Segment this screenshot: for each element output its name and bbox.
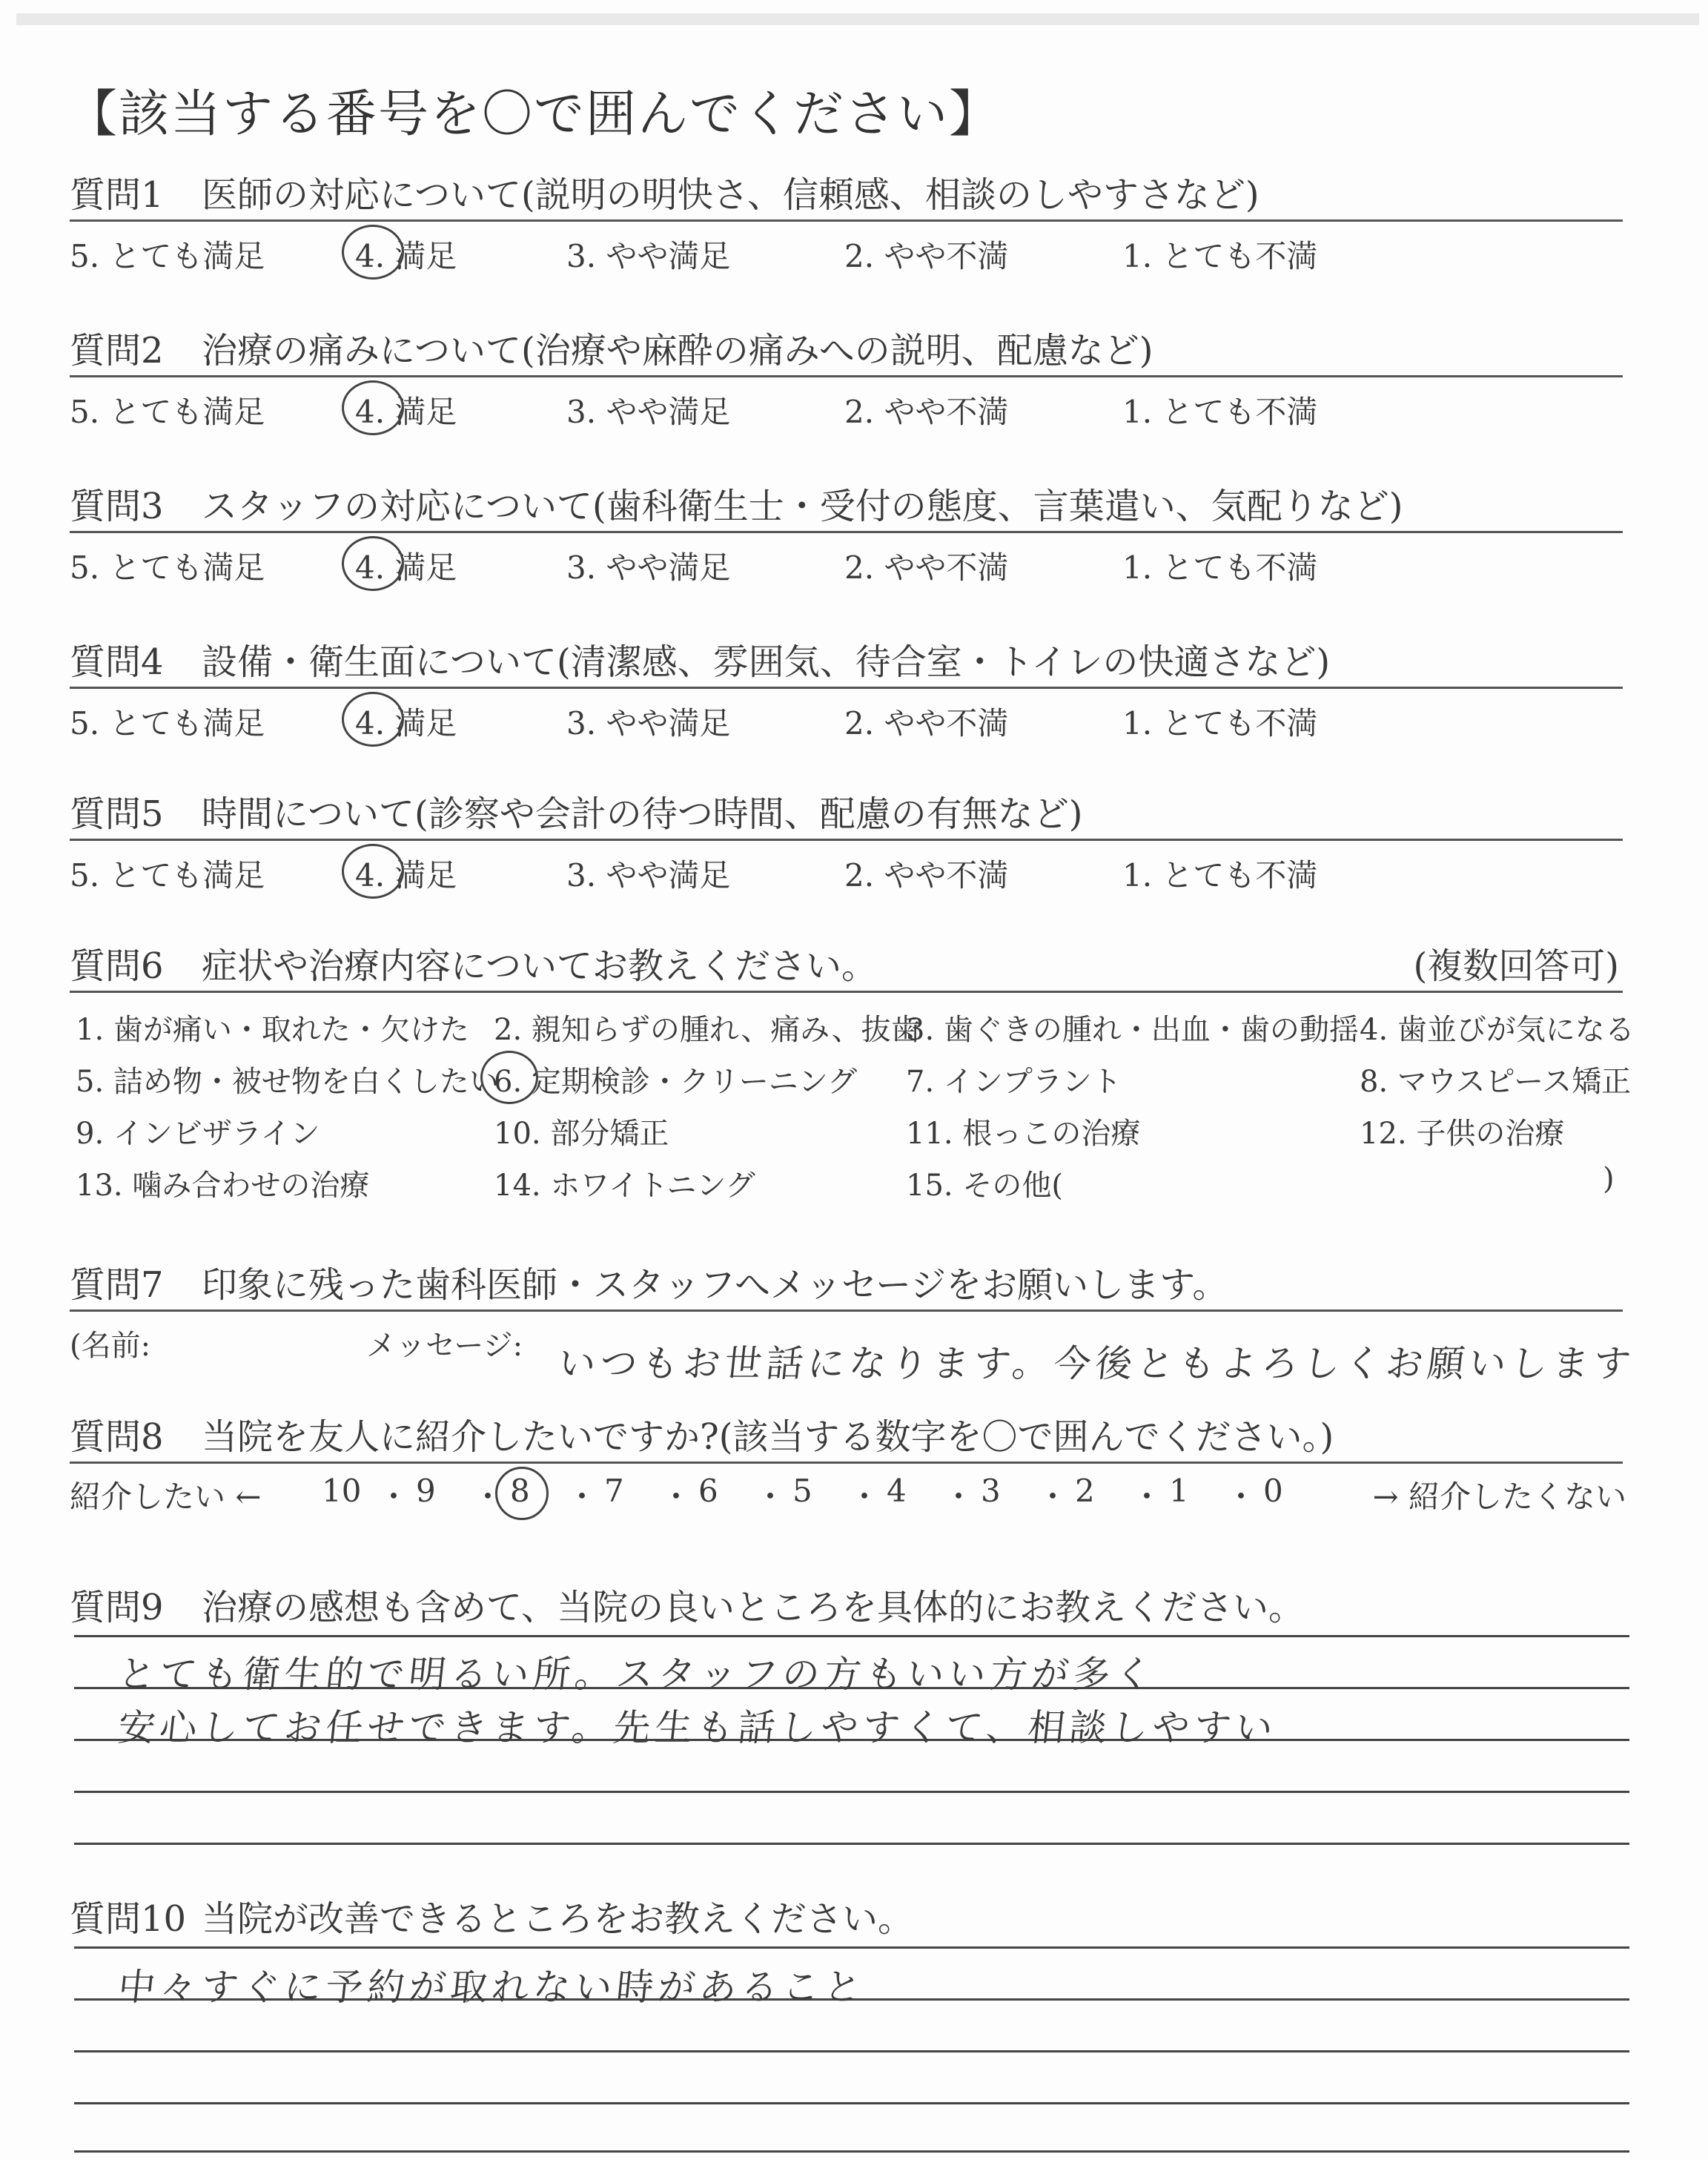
question-2 <box>70 326 1626 429</box>
rating-option[interactable]: 4. 満足 <box>355 238 457 274</box>
question-text: 印象に残った歯科医師・スタッフへメッセージをお願いします。 <box>202 1264 1228 1306</box>
question-number: 質問4 <box>70 641 164 683</box>
rating-option[interactable]: 1. とても不満 <box>1122 394 1318 430</box>
rating-option[interactable]: 2. やや不満 <box>844 857 1009 894</box>
rating-option[interactable]: 2. やや不満 <box>844 394 1009 430</box>
answer-line <box>74 1946 1629 1949</box>
scale-value[interactable]: 4 <box>887 1473 907 1509</box>
rating-option[interactable]: 3. やや満足 <box>566 549 731 586</box>
q6-option[interactable]: 12. 子供の治療 <box>1360 1117 1565 1151</box>
question-number: 質問2 <box>70 330 164 371</box>
selection-circle <box>495 1467 549 1520</box>
question-number: 質問5 <box>70 793 164 835</box>
q6-option[interactable]: 7. インプラント <box>906 1065 1122 1099</box>
q6-option[interactable]: 11. 根っこの治療 <box>906 1117 1141 1151</box>
question-5 <box>70 790 1626 893</box>
rating-option[interactable]: 5. とても満足 <box>70 394 265 430</box>
question-7 <box>70 1261 1638 1386</box>
rating-option[interactable]: 1. とても不満 <box>1122 857 1318 894</box>
q6-option: ) <box>1603 1162 1615 1196</box>
rating-option[interactable]: 2. やや不満 <box>844 238 1009 274</box>
handwritten-answer-line-1: 中々すぐに予約が取れない時があること <box>116 1966 868 2009</box>
selection-circle <box>342 692 404 747</box>
question-text: 時間について(診察や会計の待つ時間、配慮の有無など) <box>202 793 1083 835</box>
rating-option[interactable]: 4. 満足 <box>355 394 457 430</box>
rating-options <box>70 533 1626 585</box>
q6-option[interactable]: 10. 部分矯正 <box>494 1117 669 1151</box>
recommend-scale <box>70 1464 1626 1523</box>
handwritten-answer-line-1: とても衛生的で明るい所。スタッフの方もいい方が多く <box>116 1653 1159 1696</box>
q6-option[interactable]: 9. インビザライン <box>76 1117 320 1151</box>
message-label: メッセージ: <box>366 1329 523 1363</box>
answer-line <box>74 1843 1629 1845</box>
question-number: 質問9 <box>70 1587 164 1628</box>
selection-circle <box>342 225 404 280</box>
multiple-answer-note: (複数回答可) <box>1413 945 1619 987</box>
handwritten-message: いつもお世話になります。今後ともよろしくお願いします <box>556 1342 1638 1385</box>
scale-value[interactable]: 7 <box>604 1473 624 1509</box>
question-text: 治療の感想も含めて、当院の良いところを具体的にお教えください。 <box>202 1587 1305 1628</box>
question-text: 設備・衛生面について(清潔感、雰囲気、待合室・トイレの快適さなど) <box>202 641 1331 683</box>
question-text: スタッフの対応について(歯科衛生士・受付の態度、言葉遣い、気配りなど) <box>202 486 1403 527</box>
scale-separator: ・ <box>661 1479 692 1515</box>
name-label: (名前: <box>70 1329 151 1363</box>
question-6 <box>70 942 1635 1208</box>
rating-option[interactable]: 5. とても満足 <box>70 857 265 894</box>
question-text: 医師の対応について(説明の明快さ、信頼感、相談のしやすさなど) <box>202 174 1260 216</box>
scale-separator: ・ <box>849 1479 881 1515</box>
rating-options <box>70 377 1626 429</box>
question-8 <box>70 1413 1626 1523</box>
question-text: 治療の痛みについて(治療や麻酔の痛みへの説明、配慮など) <box>202 330 1153 371</box>
scale-right-label: → 紹介したくない <box>1372 1479 1626 1515</box>
q6-option[interactable]: 4. 歯並びが気になる <box>1360 1013 1635 1047</box>
question-text: 当院を友人に紹介したいですか?(該当する数字を〇で囲んでください。) <box>202 1416 1334 1458</box>
rating-option[interactable]: 3. やや満足 <box>566 394 731 430</box>
handwritten-answer-line-2: 安心してお任せできます。先生も話しやすくて、相談しやすい <box>116 1706 1280 1749</box>
question-10 <box>70 1895 1626 1943</box>
rating-option[interactable]: 2. やや不満 <box>844 549 1009 586</box>
scan-top-edge <box>16 13 1699 25</box>
q6-option[interactable]: 14. ホワイトニング <box>494 1169 755 1203</box>
rating-options <box>70 689 1626 741</box>
scale-value[interactable]: 1 <box>1169 1473 1189 1509</box>
scale-separator: ・ <box>943 1479 975 1515</box>
answer-line <box>74 2102 1629 2104</box>
q6-option[interactable]: 3. 歯ぐきの腫れ・出血・歯の動揺 <box>906 1013 1359 1047</box>
rating-option[interactable]: 5. とても満足 <box>70 549 265 586</box>
q6-options <box>70 993 1635 1208</box>
rating-options <box>70 222 1626 274</box>
scale-separator: ・ <box>566 1479 598 1515</box>
question-text: 当院が改善できるところをお教えください。 <box>202 1898 914 1940</box>
rating-options <box>70 841 1626 893</box>
question-number: 質問8 <box>70 1416 164 1458</box>
question-1 <box>70 171 1626 274</box>
selection-circle <box>342 380 404 435</box>
question-4 <box>70 638 1626 741</box>
q6-option[interactable]: 15. その他( <box>906 1169 1063 1203</box>
selection-circle <box>342 844 404 899</box>
rating-option[interactable]: 1. とても不満 <box>1122 549 1318 586</box>
scale-value[interactable]: 10 <box>322 1473 362 1509</box>
scale-value[interactable]: 0 <box>1263 1473 1283 1509</box>
scale-value[interactable]: 5 <box>792 1473 812 1509</box>
scale-value[interactable]: 9 <box>416 1473 436 1509</box>
scale-separator: ・ <box>378 1479 410 1515</box>
scale-value[interactable]: 2 <box>1075 1473 1095 1509</box>
selection-circle <box>480 1051 538 1104</box>
question-number: 質問3 <box>70 486 164 527</box>
rating-option[interactable]: 3. やや満足 <box>566 705 731 742</box>
rating-option[interactable]: 5. とても満足 <box>70 705 265 742</box>
question-3 <box>70 482 1626 585</box>
question-9 <box>70 1583 1626 1632</box>
answer-line <box>74 2050 1629 2052</box>
selection-circle <box>342 536 404 591</box>
q6-option[interactable]: 1. 歯が痛い・取れた・欠けた <box>76 1013 469 1047</box>
rating-option[interactable]: 4. 満足 <box>355 857 457 894</box>
scale-value[interactable]: 8 <box>510 1473 530 1509</box>
scale-separator: ・ <box>755 1479 787 1515</box>
rating-option[interactable]: 3. やや満足 <box>566 857 731 894</box>
rating-option[interactable]: 5. とても満足 <box>70 238 265 274</box>
q6-option[interactable]: 5. 詰め物・被せ物を白くしたい <box>76 1065 499 1099</box>
answer-line <box>74 2150 1629 2153</box>
rating-option[interactable]: 1. とても不満 <box>1122 705 1318 742</box>
scale-separator: ・ <box>1037 1479 1069 1515</box>
rating-option[interactable]: 4. 満足 <box>355 705 457 742</box>
rating-option[interactable]: 3. やや満足 <box>566 238 731 274</box>
q6-option[interactable]: 2. 親知らずの腫れ、痛み、抜歯 <box>494 1013 921 1047</box>
scale-value[interactable]: 3 <box>981 1473 1001 1509</box>
question-number: 質問1 <box>70 174 164 216</box>
question-number: 質問10 <box>70 1898 187 1940</box>
rating-option[interactable]: 2. やや不満 <box>844 705 1009 742</box>
scale-left-label: 紹介したい ← <box>70 1479 262 1515</box>
scale-separator: ・ <box>472 1479 504 1515</box>
q6-option[interactable]: 8. マウスピース矯正 <box>1360 1065 1632 1099</box>
scale-separator: ・ <box>1131 1479 1163 1515</box>
q6-option[interactable]: 6. 定期検診・クリーニング <box>494 1065 858 1099</box>
answer-line <box>74 1635 1629 1637</box>
answer-line <box>74 1791 1629 1793</box>
question-number: 質問7 <box>70 1264 164 1306</box>
rating-option[interactable]: 1. とても不満 <box>1122 238 1318 274</box>
scale-separator: ・ <box>1225 1479 1257 1515</box>
q6-option[interactable]: 13. 噛み合わせの治療 <box>76 1169 370 1203</box>
scale-value[interactable]: 6 <box>698 1473 718 1509</box>
rating-option[interactable]: 4. 満足 <box>355 549 457 586</box>
question-text: 症状や治療内容についてお教えください。 <box>202 945 878 987</box>
question-number: 質問6 <box>70 945 164 987</box>
page-title: 【該当する番号を〇で囲んでください】 <box>67 85 1002 144</box>
